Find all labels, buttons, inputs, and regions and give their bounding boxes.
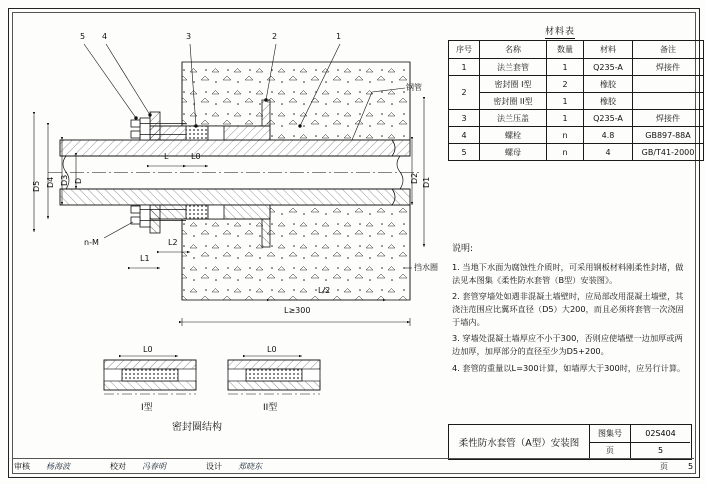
dim-l1: L1	[140, 254, 150, 263]
cell-remark: 焊接件	[633, 110, 704, 127]
note-item: 2. 套管穿墙处如遇非混凝土墙壁时，应局部改用混凝土墙壁，其浇注范围应比翼环直径（D5）大200，而且必须将套管一次浇固于墙内。	[452, 291, 684, 327]
detail-caption: 密封圈结构	[172, 422, 222, 433]
sig-value-page: 5	[688, 461, 694, 471]
title-block-drawing-name: 柔性防水套管（A型）安装图	[449, 425, 590, 459]
table-row	[449, 110, 704, 127]
cell-name: 法兰套管	[480, 59, 547, 76]
title-block-value-number: 02S404	[631, 425, 690, 443]
header-name: 名称	[480, 41, 547, 59]
note-item: 4. 套管的重量以L=300计算，如墙厚大于300时，应另行计算。	[452, 362, 686, 373]
cell-name: 螺栓	[480, 127, 547, 144]
title-block	[448, 424, 692, 460]
cell-name: 螺母	[480, 144, 547, 161]
header-no: 序号	[449, 41, 480, 59]
cell-no: 4	[449, 127, 480, 144]
cell-material: 橡胶	[584, 93, 633, 110]
header-remark: 备注	[633, 41, 704, 59]
cell-remark: GB/T41-2000	[633, 144, 704, 161]
notes-heading: 说明:	[452, 244, 474, 254]
cell-no: 2	[449, 76, 480, 110]
dim-l: L	[164, 152, 169, 161]
cell-remark	[633, 76, 704, 93]
detail-i-l0: L0	[143, 345, 153, 354]
leader-label-2: 2	[272, 32, 278, 41]
title-block-label-page: 页	[590, 442, 631, 458]
cell-material: Q235-A	[584, 59, 633, 76]
cell-material: 4.8	[584, 127, 633, 144]
table-row	[449, 76, 704, 93]
leader-label-3: 3	[186, 32, 192, 41]
cell-remark	[633, 93, 704, 110]
cell-qty: n	[547, 144, 584, 161]
header-qty: 数量	[547, 41, 584, 59]
detail-caption-type2: II型	[263, 403, 278, 413]
cell-name: 法兰压盖	[480, 110, 547, 127]
leader-label-4: 4	[102, 32, 108, 41]
title-block-value-page: 5	[657, 445, 664, 455]
sig-value-check: 冯春明	[142, 461, 166, 471]
sig-label-design: 设计	[206, 461, 222, 471]
dim-d1: D1	[422, 176, 431, 188]
material-table-title-text: 材料表	[545, 27, 576, 37]
cell-qty: 1	[547, 110, 584, 127]
cell-no: 1	[449, 59, 480, 76]
cell-qty: 1	[547, 93, 584, 110]
notes-block	[452, 243, 690, 379]
sig-label-page: 页	[660, 461, 668, 471]
cell-qty: n	[547, 127, 584, 144]
cell-name: 密封圈 II型	[480, 93, 547, 110]
leader-label-1: 1	[336, 32, 342, 41]
cell-material: 4	[584, 144, 633, 161]
cell-remark: 焊接件	[633, 59, 704, 76]
note-item: 1. 当地下水面为腐蚀性介质时，可采用钢板材料刚柔性封堵，做法见本图集《柔性防水套管（B型）安装图》。	[452, 261, 684, 285]
sig-value-review: 杨海波	[46, 461, 70, 471]
table-row	[449, 59, 704, 76]
sig-value-design: 郑晓东	[238, 461, 262, 471]
material-table	[448, 40, 704, 161]
sig-label-check: 校对	[110, 461, 126, 471]
dim-wall-thickness: L≥300	[284, 306, 311, 315]
detail-ii-l0: L0	[267, 345, 277, 354]
cell-material: Q235-A	[584, 110, 633, 127]
cell-remark: GB897-88A	[633, 127, 704, 144]
cell-no: 3	[449, 110, 480, 127]
dim-l2: L2	[168, 238, 178, 247]
dim-d3: D3	[60, 174, 69, 186]
table-row	[449, 144, 704, 161]
dim-l0: L0	[191, 152, 201, 161]
cell-qty: 2	[547, 76, 584, 93]
label-water-stop-ring: 挡水圈	[414, 263, 438, 272]
cell-material: 橡胶	[584, 76, 633, 93]
detail-caption-type1: I型	[141, 403, 153, 413]
header-material: 材料	[584, 41, 633, 59]
cell-name: 密封圈 I型	[480, 76, 547, 93]
material-table-title	[545, 24, 575, 37]
material-table-header-row	[449, 41, 704, 59]
dim-d: D	[74, 177, 83, 184]
table-row	[449, 127, 704, 144]
dim-d5: D5	[32, 180, 41, 192]
dim-bolt: n-M	[84, 238, 99, 247]
leader-label-5: 5	[80, 32, 86, 41]
note-item: 3. 穿墙处混凝土墙厚应不小于300，否则应使墙壁一边加厚或两边加厚，加厚部分的直径至少为D5+200。	[452, 333, 683, 357]
title-block-label-number: 图集号	[590, 425, 631, 443]
cell-qty: 1	[547, 59, 584, 76]
cell-no: 5	[449, 144, 480, 161]
dim-d2: D2	[410, 172, 419, 184]
dim-d4: D4	[46, 176, 55, 188]
signature-strip	[12, 458, 694, 473]
dim-half: L/2	[318, 286, 331, 295]
table-row	[449, 93, 704, 110]
label-steel-pipe: 钢管	[406, 83, 422, 92]
sig-label-review: 审核	[14, 461, 30, 471]
